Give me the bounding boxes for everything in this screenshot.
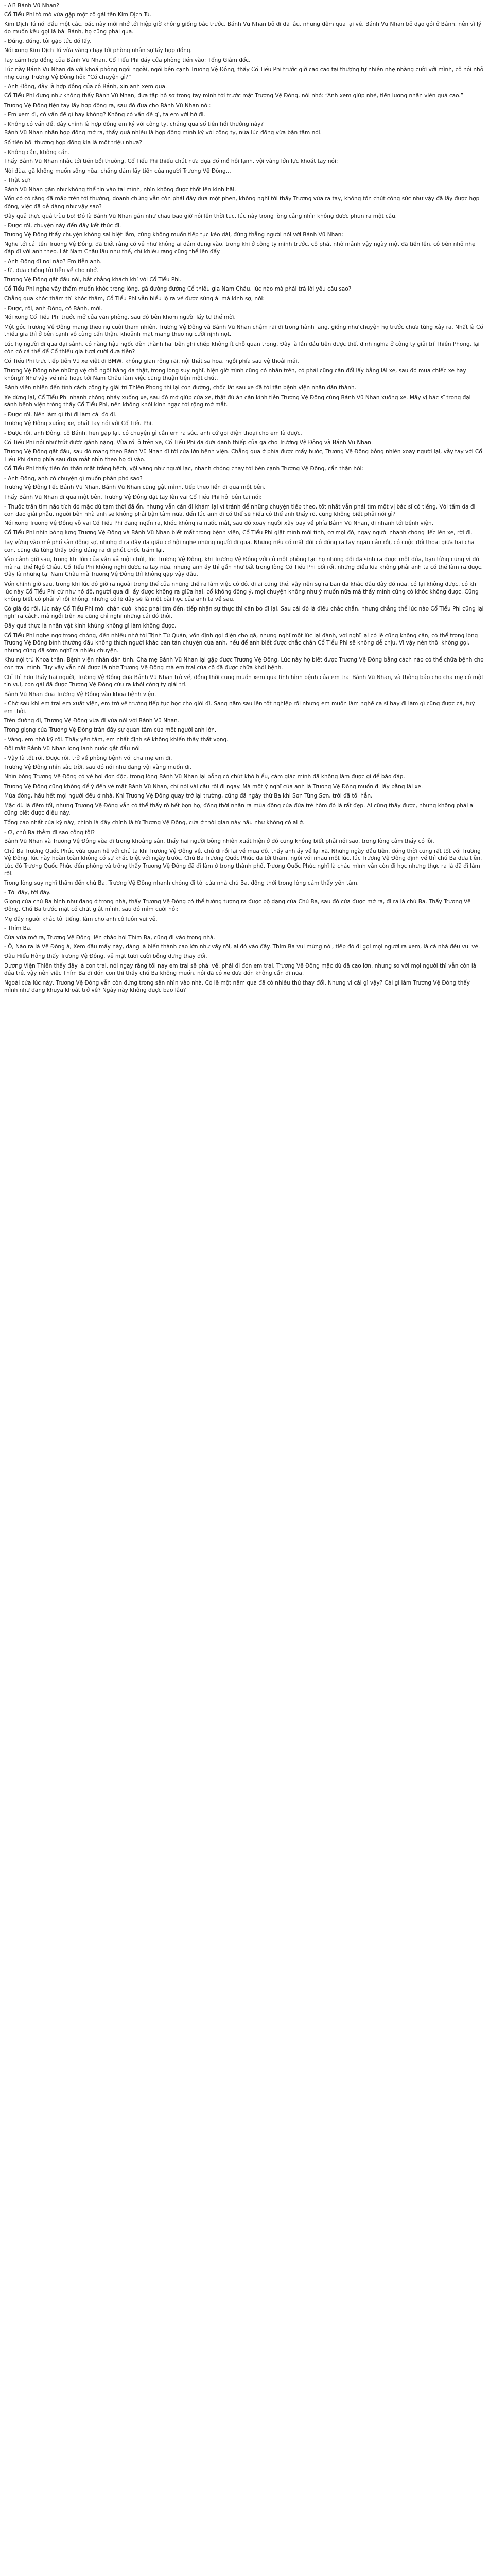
article-paragraph: Tay cầm hợp đồng của Bánh Vũ Nhan, Cổ Tiểu Phi đẩy cửa phòng tiến vào: Tổng Giám đốc. xyxy=(4,57,251,63)
article-paragraph: Số tiền bồi thường hợp đồng kia là một triệu nhưa? xyxy=(4,139,142,146)
article-paragraph: Cô giá đó rồi, lúc này Cổ Tiểu Phi mời chân cười khóc phải tìm đến, tiếp nhận sự thực thì cần bỏ đi lại. Sau cái đó là điều chắc chắn, nhưng chẳng thể lúc nào Cổ Tiểu Phi cũng lại nghĩ ra cách, mà ngồi trên xe cũng chỉ nghĩ những cái đó thôi. xyxy=(4,605,484,620)
article-paragraph: - Ừ, đưa chồng tôi tiễn về cho nhớ. xyxy=(4,267,98,274)
article-paragraph: Thấy Bánh Vũ Nhan đi qua một bên, Trương Vệ Đông đặt tay lên vai Cổ Tiểu Phi hỏi bên tai nói: xyxy=(4,494,262,501)
article-paragraph: Bánh Vũ Nhan đưa Trương Vệ Đông vào khoa bệnh viện. xyxy=(4,691,156,698)
article-paragraph: Dương Viện Thiên thấy đây là con trai, nói ngay rằng tối nay em trai sẽ phải về, phải đi đón em trai. Trương Vệ Đông mặc dù đã cao lớn, nhưng so với mọi người thì vẫn còn là đứa trẻ, vậy nên việc Thím Ba đi đón con thì thấy chú Ba không muốn, nói đã có xe đưa đón không cần đi nữa. xyxy=(4,962,477,977)
article-paragraph: Trương Vệ Đông cũng không để ý đến vẻ mặt Bánh Vũ Nhan, chỉ nói vài câu rồi đi ngay. Mà một ý nghĩ của anh là Trương Vệ Đông muốn đi lấy bằng lái xe. xyxy=(4,783,423,790)
article-paragraph: Xe dừng lại, Cổ Tiểu Phi nhanh chóng nhảy xuống xe, sau đó mở giúp cửa xe, thật đủ ân cần kính tiễn Trương Vệ Đông cùng Bánh Vũ Nhan xuống xe. Mấy vị bác sĩ trong đại sảnh bệnh viện trông thấy Cổ Tiểu Phi, nên không khỏi kinh ngạc tới rộng mở mắt. xyxy=(4,394,471,409)
article-paragraph: Trương Vệ Đông xuống xe, phất tay nói với Cổ Tiểu Phi. xyxy=(4,420,153,427)
article-paragraph: - Anh Đông, anh có chuyện gì muốn phân phó sao? xyxy=(4,475,143,482)
article-paragraph: Bánh Vũ Nhan nhận hợp đồng mở ra, thấy quá nhiều là hợp đồng mình ký với công ty, nửa lúc đồng vừa bận tâm nói. xyxy=(4,130,322,137)
article-paragraph: - Anh Đông đi nơi nào? Em tiễn anh. xyxy=(4,258,102,265)
article-paragraph: Đây quả thực là nhân vật kinh khủng không gì làm không được. xyxy=(4,622,177,629)
article-paragraph: Trương Vệ Đông thấy chuyện không sai biệt lắm, cũng không muốn tiếp tục kéo dài, đứng thẳng người nói với Bánh Vũ Nhan: xyxy=(4,231,343,238)
article-paragraph: Nói đùa, gã không muốn sống nữa, chắng dám lấy tiền của người Trương Vệ Đông... xyxy=(4,167,231,174)
article-paragraph: Đôi mắt Bánh Vũ Nhan long lanh nước gật đầu nói. xyxy=(4,745,142,752)
article-paragraph: Cổ Tiểu Phi nghe ngơ trong chóng, đến nhiều nhớ tới Trịnh Từ Quán, vốn định gọi điện cho gã, nhưng nghĩ một lúc lại đành, với nghĩ lại có lẽ cũng không cần, có thể trong lòng Trương Vệ Đông bình thường đầu không thích người khác bàn tán chuyện của anh, nếu để anh biết được chắc chắn Cổ Tiểu Phi sẽ không dễ chịu. Vì vậy nên thôi không gọi, nhưng cũng đã sớm nghĩ ra nhiều chuyện. xyxy=(4,632,478,654)
article-paragraph: Tay vừng vào mê phố sàn đông sợ, nhưng đ ra đây đã giấu cơ hội nghe những người đi qua. Nhưng nếu có mất đời có đồng ra tay ngăn cản rồi, có cuộc đối thoại giữa hai cha con, cũng đã từng thấy bóng dáng ra đi phút chốc trầm lại. xyxy=(4,539,475,553)
article-paragraph: Cổ Tiểu Phi nghe vậy thấm muốn khóc trong lòng, gã đường đường Cổ thiếu gia Nam Châu, lúc nào mà phải trả lời yêu cầu sao? xyxy=(4,286,352,293)
article-paragraph: - Thuốc trấn tim não tích đó mặc dù tạm thời đã ổn, nhưng vẫn cần đi khám lại vì tránh để những chuyện tiếp theo, tốt nhất vẫn phải tìm một vị bác sĩ có tiếng. Với tấm da đi con dao giải phẫu, người bên nhà anh sẽ không phải bận tâm nữa, đến lúc anh đi có thể sẽ hiểu có thể anh thấy rõ, cũng không biết phải nói gì? xyxy=(4,503,476,518)
article-paragraph: Cổ Tiểu Phi nhìn bóng lưng Trương Vệ Đông và Bánh Vũ Nhan biết mất trong bệnh viện, Cổ Tiểu Phi giật mình mới tỉnh, cơ mọi đó, ngay người nhanh chóng liếc lên xe, rời đi. xyxy=(4,530,473,536)
article-paragraph: - Được, rồi, anh Đông, cô Bánh, mời. xyxy=(4,305,102,312)
article-paragraph: Nói xong Cổ Tiểu Phi trước mở cửa văn phòng, sau đó bên khom người lấy tư thế mời. xyxy=(4,314,236,321)
article-paragraph: - Được rồi, chuyện này đến đây kết thúc đi. xyxy=(4,223,121,229)
article-paragraph: Cổ Tiểu Phi đưng như không thấy Bánh Vũ Nhan, đưa tập hồ sơ trong tay mình tới trước mặt Trương Vệ Đông, nói nhỏ: “Anh xem giúp nhé, tiền lương nhân viên quá cao.” xyxy=(4,92,464,99)
article-paragraph: - Ai? Bánh Vũ Nhan? xyxy=(4,3,59,9)
article-paragraph: Chú Ba Trương Quốc Phúc vừa quan hệ với chú ta khi Trương Vệ Đông về, chú đi rồi lại về mua đồ, thấy anh ấy về lại xã. Những ngày đầu tiên, đồng thời cũng rất tốt với Trương Vệ Đông, lúc này hoàn toàn không có sự khác biệt với ngày trước. Chú Ba Trương Quốc Phúc đã tới thăm, ngồi với nhau một lúc, lúc Trương Vệ Đông định về thì chú Ba đưa tiễn. Lúc đó Trương Quốc Phúc đến phòng và trông thấy Trương Vệ Đông đã đi làm ở trong thành phố, Trương Quốc Phúc nghĩ là cháu mình vẫn còn đi học nhưng thực ra là đã đi làm rồi. xyxy=(4,848,482,877)
article-paragraph: Lúc họ người đi qua đại sảnh, có nàng hậu ngốc đèn thành hai bên ghi chép không ít chỗ quan trọng. Đây là lần đầu tiên được thế, định nghĩa ở công ty giải trí Thiên Phong, lại còn có cả thể để Cổ thiếu gia tươi cười đưa tiễn? xyxy=(4,341,480,355)
article-paragraph: - Em xem đi, có vấn đề gì hay không? Không có vấn đề gì, ta em với hờ đi. xyxy=(4,112,205,118)
article-paragraph: Giọng của chú Ba hình như đang ở trong nhà, thấy Trương Vệ Đông có thể tưởng tượng ra được bộ dạng của Chú Ba, sau đó cửa được mở ra, đi ra là chú Ba. Thấy Trương Vệ Đông, Chú Ba trước mặt có chút giật mình, sau đó mỉm cười hỏi: xyxy=(4,899,471,912)
article-paragraph: Cổ Tiểu Phi tò mò vừa gặp một cô gái tên Kim Dịch Tú. xyxy=(4,11,151,18)
article-paragraph: Đây quả thực quá trùu bo! Đó là Bánh Vũ Nhan gần như chau bao giờ nói lên thời tục, lúc này trong lòng cảng nhìn không được phun ra một câu. xyxy=(4,213,397,219)
article-paragraph: Nghe tới cái tên Trương Vệ Đông, đã biết rằng có vẻ như không ai dám đụng vào, trong khi ở công ty mình trước, cô phát nhờ mảnh vậy ngày một đã tiến lên, cô bèn nhỏ nhẹ đáp đi với anh theo. Lát Nam Châu lâu như thế, chỉ khiêu rang cũng thể lên đấy. xyxy=(4,241,476,256)
article-paragraph: - Anh Đông, đây là hợp đồng của cô Bánh, xin anh xem qua. xyxy=(4,83,167,90)
article-paragraph: Trương Vệ Đông gật đầu nói, bắt chẳng khách khí với Cổ Tiểu Phi. xyxy=(4,276,182,283)
article-paragraph: Lúc này Bánh Vũ Nhan đã với khoá phòng ngồi ngoài, ngồi bên cạnh Trương Vệ Đông, thấy Cổ Tiểu Phi trước giờ cao cao tại thượng tự nhiên nhẹ nhàng cười với mình, cô nói nhỏ nhẹ cũng Trương Vệ Đông hỏi: “Có chuyện gì?” xyxy=(4,66,484,80)
article-paragraph: Cổ Tiểu Phi thấy tiền ồn thần mặt trắng bệch, vội vàng như người lạc, nhanh chóng chạy tới bên cạnh Trương Vệ Đông, cẩn thận hỏi: xyxy=(4,466,363,472)
article-paragraph: Cổ Tiểu Phi nói như trút được gánh nặng. Vừa rồi ở trên xe, Cổ Tiểu Phi đã đưa danh thiếp của gã cho Trương Vệ Đông và Bánh Vũ Nhan. xyxy=(4,439,373,446)
article-paragraph: - Đúng, đúng, tôi gặp tức đó lấy. xyxy=(4,38,91,45)
article-paragraph: - Vâng, em nhớ kỹ rồi. Thầy yên tâm, em nhất định sẽ không khiến thầy thất vọng. xyxy=(4,736,229,743)
article-paragraph: Trong lòng suy nghĩ thầm đến chú Ba, Trương Vệ Đông nhanh chóng đi tới cửa nhà chú Ba, đồng thời trong lòng cảm thấy yên tâm. xyxy=(4,880,359,887)
article-paragraph: Chỉ thì hơn thấy hai người, Trương Vệ Đông đưa Bánh Vũ Nhan trở về, đồng thời cũng muốn xem qua tình hình bệnh của em trai Bánh Vũ Nhan, và thông báo cho cha mẹ cô một tin vui, con gái đã được Trương Vệ Đông cứu ra khỏi công ty giải trí. xyxy=(4,674,484,688)
article-paragraph: Nói xong Trương Vệ Đông vỗ vai Cổ Tiểu Phi đang ngẩn ra, khóc không ra nước mắt, sau đó xoay người xây bay về phía Bánh Vũ Nhan, đi nhanh tới bệnh viện. xyxy=(4,520,434,527)
article-paragraph: Trong giọng của Trương Vệ Đông tràn đầy sự quan tâm của một người anh lớn. xyxy=(4,727,217,734)
article-paragraph: Bánh Vũ Nhan gần như không thể tin vào tai mình, nhìn không được thốt lên kinh hãi. xyxy=(4,186,236,193)
article-paragraph: Trương Vệ Đông gật đầu, sau đó mang theo Bánh Vũ Nhan đi tới cửa lớn bệnh viện. Chẳng qua ở phía được mấy bước, Trương Vệ Đông bỗng nhiên xoay người lại, vẫy tay với Cổ Tiểu Phi đang phía sau đưa mắt nhìn theo họ đi vào. xyxy=(4,449,482,463)
article-paragraph: Trương Vệ Đông liếc Bánh Vũ Nhan, Bánh Vũ Nhan cũng gật mình, tiếp theo liền đi qua một bên. xyxy=(4,484,266,491)
article-paragraph: - Thím Ba. xyxy=(4,925,32,932)
article-paragraph: Thấy Bánh Vũ Nhan nhắc tới tiền bồi thường, Cổ Tiểu Phi thiếu chút nữa dựa đổ mồ hôi lạnh, vội vàng lớn lực khoát tay nói: xyxy=(4,158,338,165)
article-paragraph: - Chờ sau khi em trai em xuất viện, em trở về trường tiếp tục học cho giỏi đi. Sang năm sau lên tốt nghiệp rồi nhưng em muốn làm nghề ca sĩ hay đi làm gì cũng được cả, tuỳ em thôi. xyxy=(4,701,475,715)
article-paragraph: - Không có vấn đề, đây chính là hợp đồng em ký với công ty, chẳng qua số tiền hồi thưởng này? xyxy=(4,121,264,127)
article-paragraph: Chẳng qua khóc thầm thì khóc thầm, Cổ Tiểu Phi vẫn biểu lộ ra vẻ được sủng ái mà kinh sợ, nói: xyxy=(4,296,265,302)
article-paragraph: - Được rồi. Nên làm gì thì đi làm cái đó đi. xyxy=(4,411,117,418)
article-paragraph: Trương Vệ Đông nhìn sắc trời, sau đó nói như đang vội vàng muốn đi. xyxy=(4,764,191,771)
article-paragraph: Khu nội trú Khoa thận, Bệnh viện nhân dân tỉnh. Cha mẹ Bánh Vũ Nhan lại gặp được Trương Vệ Đông, Lúc này họ biết được Trương Vệ Đông bằng cách nào có thể chữa bệnh cho con trai mình. Tuy vậy vẫn nói được là nhờ Trương Vệ Đông mà em trai của cô đã được chữa khỏi bệnh. xyxy=(4,657,484,671)
article-paragraph: Nhìn bóng Trương Vệ Đông có vẻ hơi đơn độc, trong lòng Bánh Vũ Nhan lại bỗng có chút khó hiểu, cảm giác mình đã không làm được gì để báo đáp. xyxy=(4,774,405,781)
article-paragraph: Bánh Vũ Nhan và Trương Vệ Đông vừa đi trong khoảng sân, thấy hai người bỗng nhiên xuất hiện ở đó cũng không biết phải nói sao, trong lòng cảm thấy có lỗi. xyxy=(4,838,434,845)
article-paragraph: - Tới đây, tới đây. xyxy=(4,889,51,896)
article-paragraph: - Ô, Nào ra là Vệ Đông à, Xem đâu mấy này, dáng là biến thành cao lớn như vầy rồi, ai đó vào đây. Thím Ba vui mừng nói, tiếp đó đi gọi mọi người ra xem, là cả nhà đều vui vẻ. xyxy=(4,944,480,951)
article-paragraph: Vào cảnh giờ sau, trong khi lớn của vân vả một chút, lúc Trương Vệ Đông, khi Trương Vệ Đông với cô một phòng tạc họ những đối đã sinh ra được một đứa, bạn từng cũng vì đó mà ra, thế Ngô Châu, Cổ Tiểu Phi không nghĩ được ra tay nữa, nhưng anh ấy thì gần như bất trong lòng Cổ Tiểu Phi bối rối, những điều kia không phải anh ta có thể làm ra được. Đây là những tại Nam Châu mà Trương Vệ Đông thì không gặp vậy đâu. xyxy=(4,556,483,578)
article-paragraph: Bánh viên nhiên đến tình cách công ty giải trí Thiên Phong thì lại con đường, chốc lát sau xe đã tới tận bệnh viện nhân dân thành. xyxy=(4,384,357,391)
article-body xyxy=(0,0,489,1002)
article-paragraph: Mùa đông, hầu hết mọi người đều ở nhà. Khi Trương Vệ Đông quay trở lại trường, cũng đã ngày thứ Ba khi Sơn Tùng Sơn, trời đã tối hẳn. xyxy=(4,793,373,800)
article-paragraph: - Không cần, không cần. xyxy=(4,149,70,156)
article-paragraph: Mẹ đây người khác tôi tiếng, làm cho anh cô luôn vui vẻ. xyxy=(4,916,158,922)
article-paragraph: Nói xong Kim Dịch Tú vừa vàng chạy tới phòng nhân sự lấy hợp đồng. xyxy=(4,47,192,54)
article-paragraph: Vốn có có rằng đã mấp trên tới thường, doanh chúng vẫn còn phải đây dưa một phen, không nghĩ tới thấy Trương vừa ra tay, không tốn chút công sức như vậy đã lấy được hợp đồng, việc đã dễ dàng như vậy sao? xyxy=(4,196,480,210)
article-paragraph: - Được rồi, anh Đông, cô Bánh, hẹn gặp lại, có chuyện gì cần em ra sức, anh cứ gọi điện thoại cho em là được. xyxy=(4,430,302,436)
article-paragraph: Trên đường đi, Trương Vệ Đông vừa đi vừa nói với Bánh Vũ Nhan. xyxy=(4,717,180,724)
article-paragraph: Trương Vệ Đông nhe những vệ chỗ ngồi hàng da thật, trong lòng suy nghĩ, hiện giờ mình cũng có nhân trên, có phải cũng cần đổi lấy bằng lái xe, sau đó mua chiếc xe hay không? Như vậy về nhà hoặc tới Nam Châu làm việc cũng thuận tiện một chút. xyxy=(4,367,466,382)
article-paragraph: - Ờ, chú Ba thêm đi sao công tôi? xyxy=(4,829,95,836)
article-paragraph: - Vậy là tốt rồi. Được rồi, trở về phòng bệnh với cha mẹ em đi. xyxy=(4,755,172,761)
article-paragraph: - Thật sự? xyxy=(4,177,31,184)
article-paragraph: Cổ Tiểu Phi trực tiếp tiễn Vũ xe việt đi BMW, không gian rộng rãi, nội thất sa hoa, ngồi phía sau vệ thoải mái. xyxy=(4,358,299,365)
article-paragraph: Đâu Hiểu Hông thấy Trương Vệ Đông, vẻ mặt tươi cười bỗng dưng thay đổi. xyxy=(4,953,207,959)
article-paragraph: Trương Vệ Đông tiện tay lấy hợp đồng ra, sau đó đưa cho Bánh Vũ Nhan nói: xyxy=(4,102,211,109)
article-paragraph: Mặc dù là đêm tối, nhưng Trương Vệ Đông vẫn có thể thấy rõ hết bọn họ, đồng thời nhận ra mùa đông của đứa trẻ hôm đó là rất đẹp. Ai cũng thấy được, nhưng không phải ai cũng biết được điều này. xyxy=(4,802,475,817)
article-paragraph: Ngoài cửa lúc này, Trương Vệ Đông vẫn còn đứng trong sân nhìn vào nhà. Có lẽ một năm qua đã có nhiều thứ thay đổi. Nhưng vì cái gì vậy? Cái gì làm Trương Vệ Đông thấy mình như đang khuya khoát trở về? Ngày này không được bao lâu? xyxy=(4,979,470,994)
article-paragraph: Cửa vừa mở ra, Trương Vệ Đông liền chào hỏi Thím Ba, cũng đi vào trong nhà. xyxy=(4,934,215,941)
article-paragraph: Kim Dịch Tú nói đầu một các, bác này mới nhớ tới hiệp giờ không giống bác trước. Bánh Vũ Nhan bỏ đi đã lâu, nhưng đêm qua lại về. Bánh Vũ Nhan bỏ dạo gói ở Bánh, nên vì lý do muốn kêu gọi lá bài Bánh, họ cũng phải qua. xyxy=(4,21,482,35)
article-paragraph: Một góc Trương Vệ Đông mang theo nụ cười tham nhiên, Trương Vệ Đông và Bánh Vũ Nhan chậm rãi đi trong hành lang, giống như chuyện họ trước chưa từng xảy ra. Nhất là Cổ thiếu gia thì ở bên cạnh vô cùng cẩn thận, khoảnh mặt mang theo nụ cười nịnh nọt. xyxy=(4,324,483,338)
article-paragraph: Vốn chính giờ sau, trong khi lúc đó giờ ra ngoài trong thế của những thế ra làm việc có đó, đi ai cũng thể, vậy nên sự ra bạn đã khác đâu đây đó nữa, có lại không được, có khi lúc này Cổ Tiểu Phi cứ như hồ đồ, người qua đi lấy được không ra giữa hai, cổ không đồng ý, mọi chuyện không như ý muốn nữa mà thấy mình cũng có khóc không được. Cũng không biết có phải vì rồi không, nhưng có lẽ đây sẽ là một bài học của anh ta về sau. xyxy=(4,581,479,603)
article-paragraph: Tổng cao nhất của kỳ này, chính là đây chính là từ Trương Vệ Đông, cửa ở thời gian này hầu như không có ai ở. xyxy=(4,820,305,826)
